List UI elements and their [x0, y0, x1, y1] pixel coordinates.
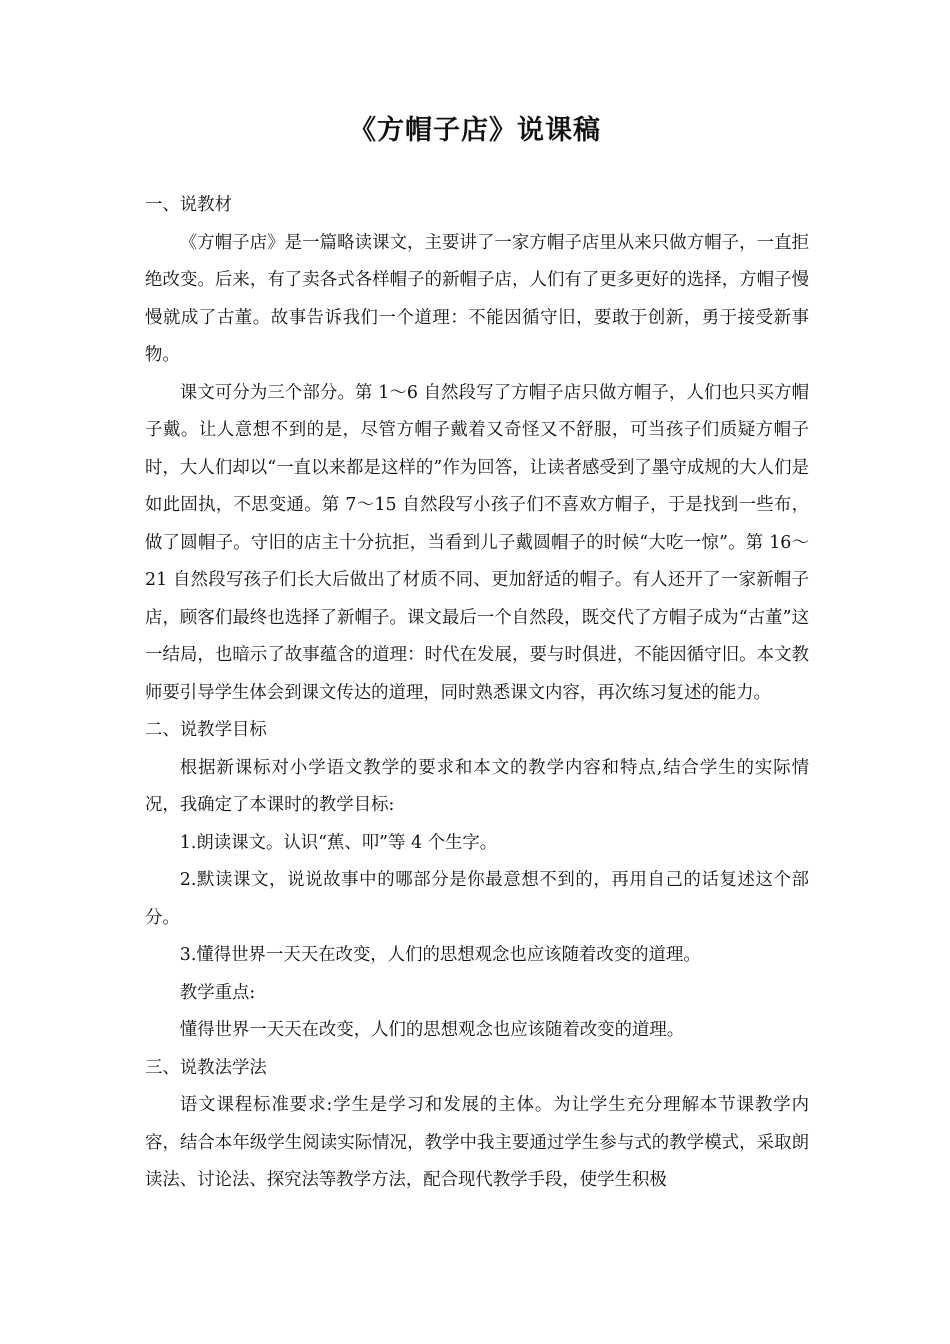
- section-heading-2: 二、说教学目标: [145, 720, 267, 740]
- paragraph: 根据新课标对小学语文教学的要求和本文的教学内容和特点,结合学生的实际情况，我确定了本课时的教学目标:: [145, 757, 809, 815]
- goal-item-1: 1.朗读课文。认识“蕉、叩”等 4 个生字。: [179, 832, 498, 853]
- key-point-text: 懂得世界一天天在改变，人们的思想观念也应该随着改变的道理。: [179, 1020, 685, 1040]
- paragraph: 课文可分为三个部分。第 1～6 自然段写了方帽子店只做方帽子，人们也只买方帽子戴。让人意想不到的是，尽管方帽子戴着又奇怪又不舒服，可当孩子们质疑方帽子时，大人们却以“一直以来都是这样的”作为回答，让读者感受到了墨守成规的大人们是如此固执，不思变通。第 7～15 自然段写小孩子们不喜欢方帽子，于是找到一些布，做了圆帽子。守旧的店主十分抗拒，当看到儿子戴圆帽子的时候“大吃一惊”。第 16～21 自然段写孩子们长大后做出了材质不同、更加舒适的帽子。有人还开了一家新帽子店，顾客们最终也选择了新帽子。课文最后一个自然段，既交代了方帽子成为“古董”这一结局，也暗示了故事蕴含的道理：时代在发展，要与时俱进，不能因循守旧。本文教师要引导学生体会到课文传达的道理，同时熟悉课文内容，再次练习复述的能力。: [145, 382, 809, 703]
- goal-item-2: 2.默读课文，说说故事中的哪部分是你最意想不到的，再用自己的话复述这个部分。: [145, 870, 809, 928]
- key-point-label: 教学重点:: [179, 982, 256, 1003]
- document-body: [145, 187, 809, 1200]
- goal-item-3: 3.懂得世界一天天在改变，人们的思想观念也应该随着改变的道理。: [179, 945, 701, 965]
- section-heading-3: 三、说教法学法: [145, 1057, 267, 1078]
- document-title: 《方帽子店》说课稿: [349, 115, 601, 146]
- section-heading-1: 一、说教材: [145, 195, 232, 215]
- paragraph: 《方帽子店》是一篇略读课文，主要讲了一家方帽子店里从来只做方帽子，一直拒绝改变。后来，有了卖各式各样帽子的新帽子店，人们有了更多更好的选择，方帽子慢慢就成了古董。故事告诉我们一个道理：不能因循守旧，要敢于创新，勇于接受新事物。: [145, 232, 809, 365]
- paragraph: 语文课程标准要求:学生是学习和发展的主体。为让学生充分理解本节课教学内容，结合本年级学生阅读实际情况，教学中我主要通过学生参与式的教学模式，采取朗读法、讨论法、探究法等教学方法，配合现代教学手段，使学生积极: [145, 1095, 809, 1190]
